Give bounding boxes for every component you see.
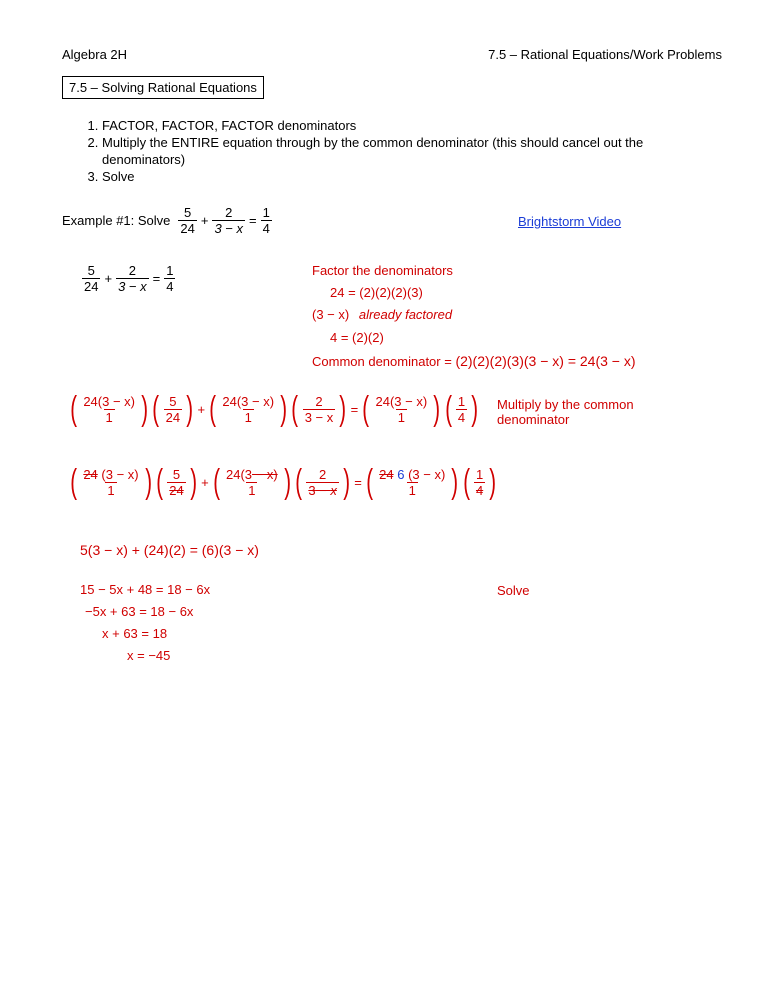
- multiply-equation-2: ( $\frac{24 (3 - x)}{1}$ ) ( $\frac{5}{24}$ ) + ( $\frac{24(3 - x)}{1}$ ) ( $\frac{2}{3 - x}$ ) = ( $\frac{24 6 (3 - x)}{1}$ ) ( $\frac{1}{4}$ ): [70, 463, 497, 501]
- factor-line-4: 4 = (2)(2): [330, 330, 384, 345]
- step-item: 1. FACTOR, FACTOR, FACTOR denominators: [102, 117, 722, 134]
- factor-line-24: 24 = (2)(2)(2)(3): [330, 285, 423, 300]
- solve-line-2: −5x + 63 = 18 − 6x: [85, 604, 194, 619]
- header-course: Algebra 2H: [62, 47, 128, 62]
- restated-equation: $\frac{5}{24}$ + $\frac{2}{3 - x}$ = $\frac{1}{4}$: [84, 263, 174, 294]
- step-item: 2. Multiply the ENTIRE equation through by the common denominator (this should cancel out the denominators): [102, 134, 722, 168]
- factor-line-3x: (3 − x) already factored: [312, 307, 453, 322]
- solve-label: Solve: [497, 583, 530, 598]
- header-topic: 7.5 – Rational Equations/Work Problems: [488, 47, 722, 62]
- solve-line-4: x = −45: [127, 648, 171, 663]
- brightstorm-video-link[interactable]: Brightstorm Video: [518, 214, 622, 229]
- solve-line-1: 15 − 5x + 48 = 18 − 6x: [80, 582, 211, 597]
- multiply-equation-1: ( $\frac{24(3 - x)}{1}$ ) ( $\frac{5}{24}$ ) + ( $\frac{24(3 - x)}{1}$ ) ( $\frac{2}{3 - x}$ ) = ( $\frac{24(3 - x)}{1}$ ) ( $\frac{1}{4}$ ): [70, 390, 479, 428]
- common-denominator: Common denominator = (2)(2)(2)(3)(3 − x) = 24(3 − x): [312, 353, 636, 369]
- example-equation: $\frac{5}{24}$ + $\frac{2}{3 - x}$ = $\frac{1}{4}$: [180, 205, 270, 236]
- result-equation: 5(3 − x) + (24)(2) = (6)(3 − x): [80, 542, 259, 558]
- example-row: [62, 205, 274, 236]
- step-item: 3. Solve: [102, 168, 722, 185]
- solve-line-3: x + 63 = 18: [102, 626, 168, 641]
- steps-list: [62, 117, 722, 185]
- section-title: 7.5 – Solving Rational Equations: [62, 76, 264, 99]
- multiply-note: Multiply by the common denominator: [497, 397, 634, 427]
- factor-heading: Factor the denominators: [312, 263, 453, 278]
- example-label: Example #1: Solve: [62, 213, 171, 228]
